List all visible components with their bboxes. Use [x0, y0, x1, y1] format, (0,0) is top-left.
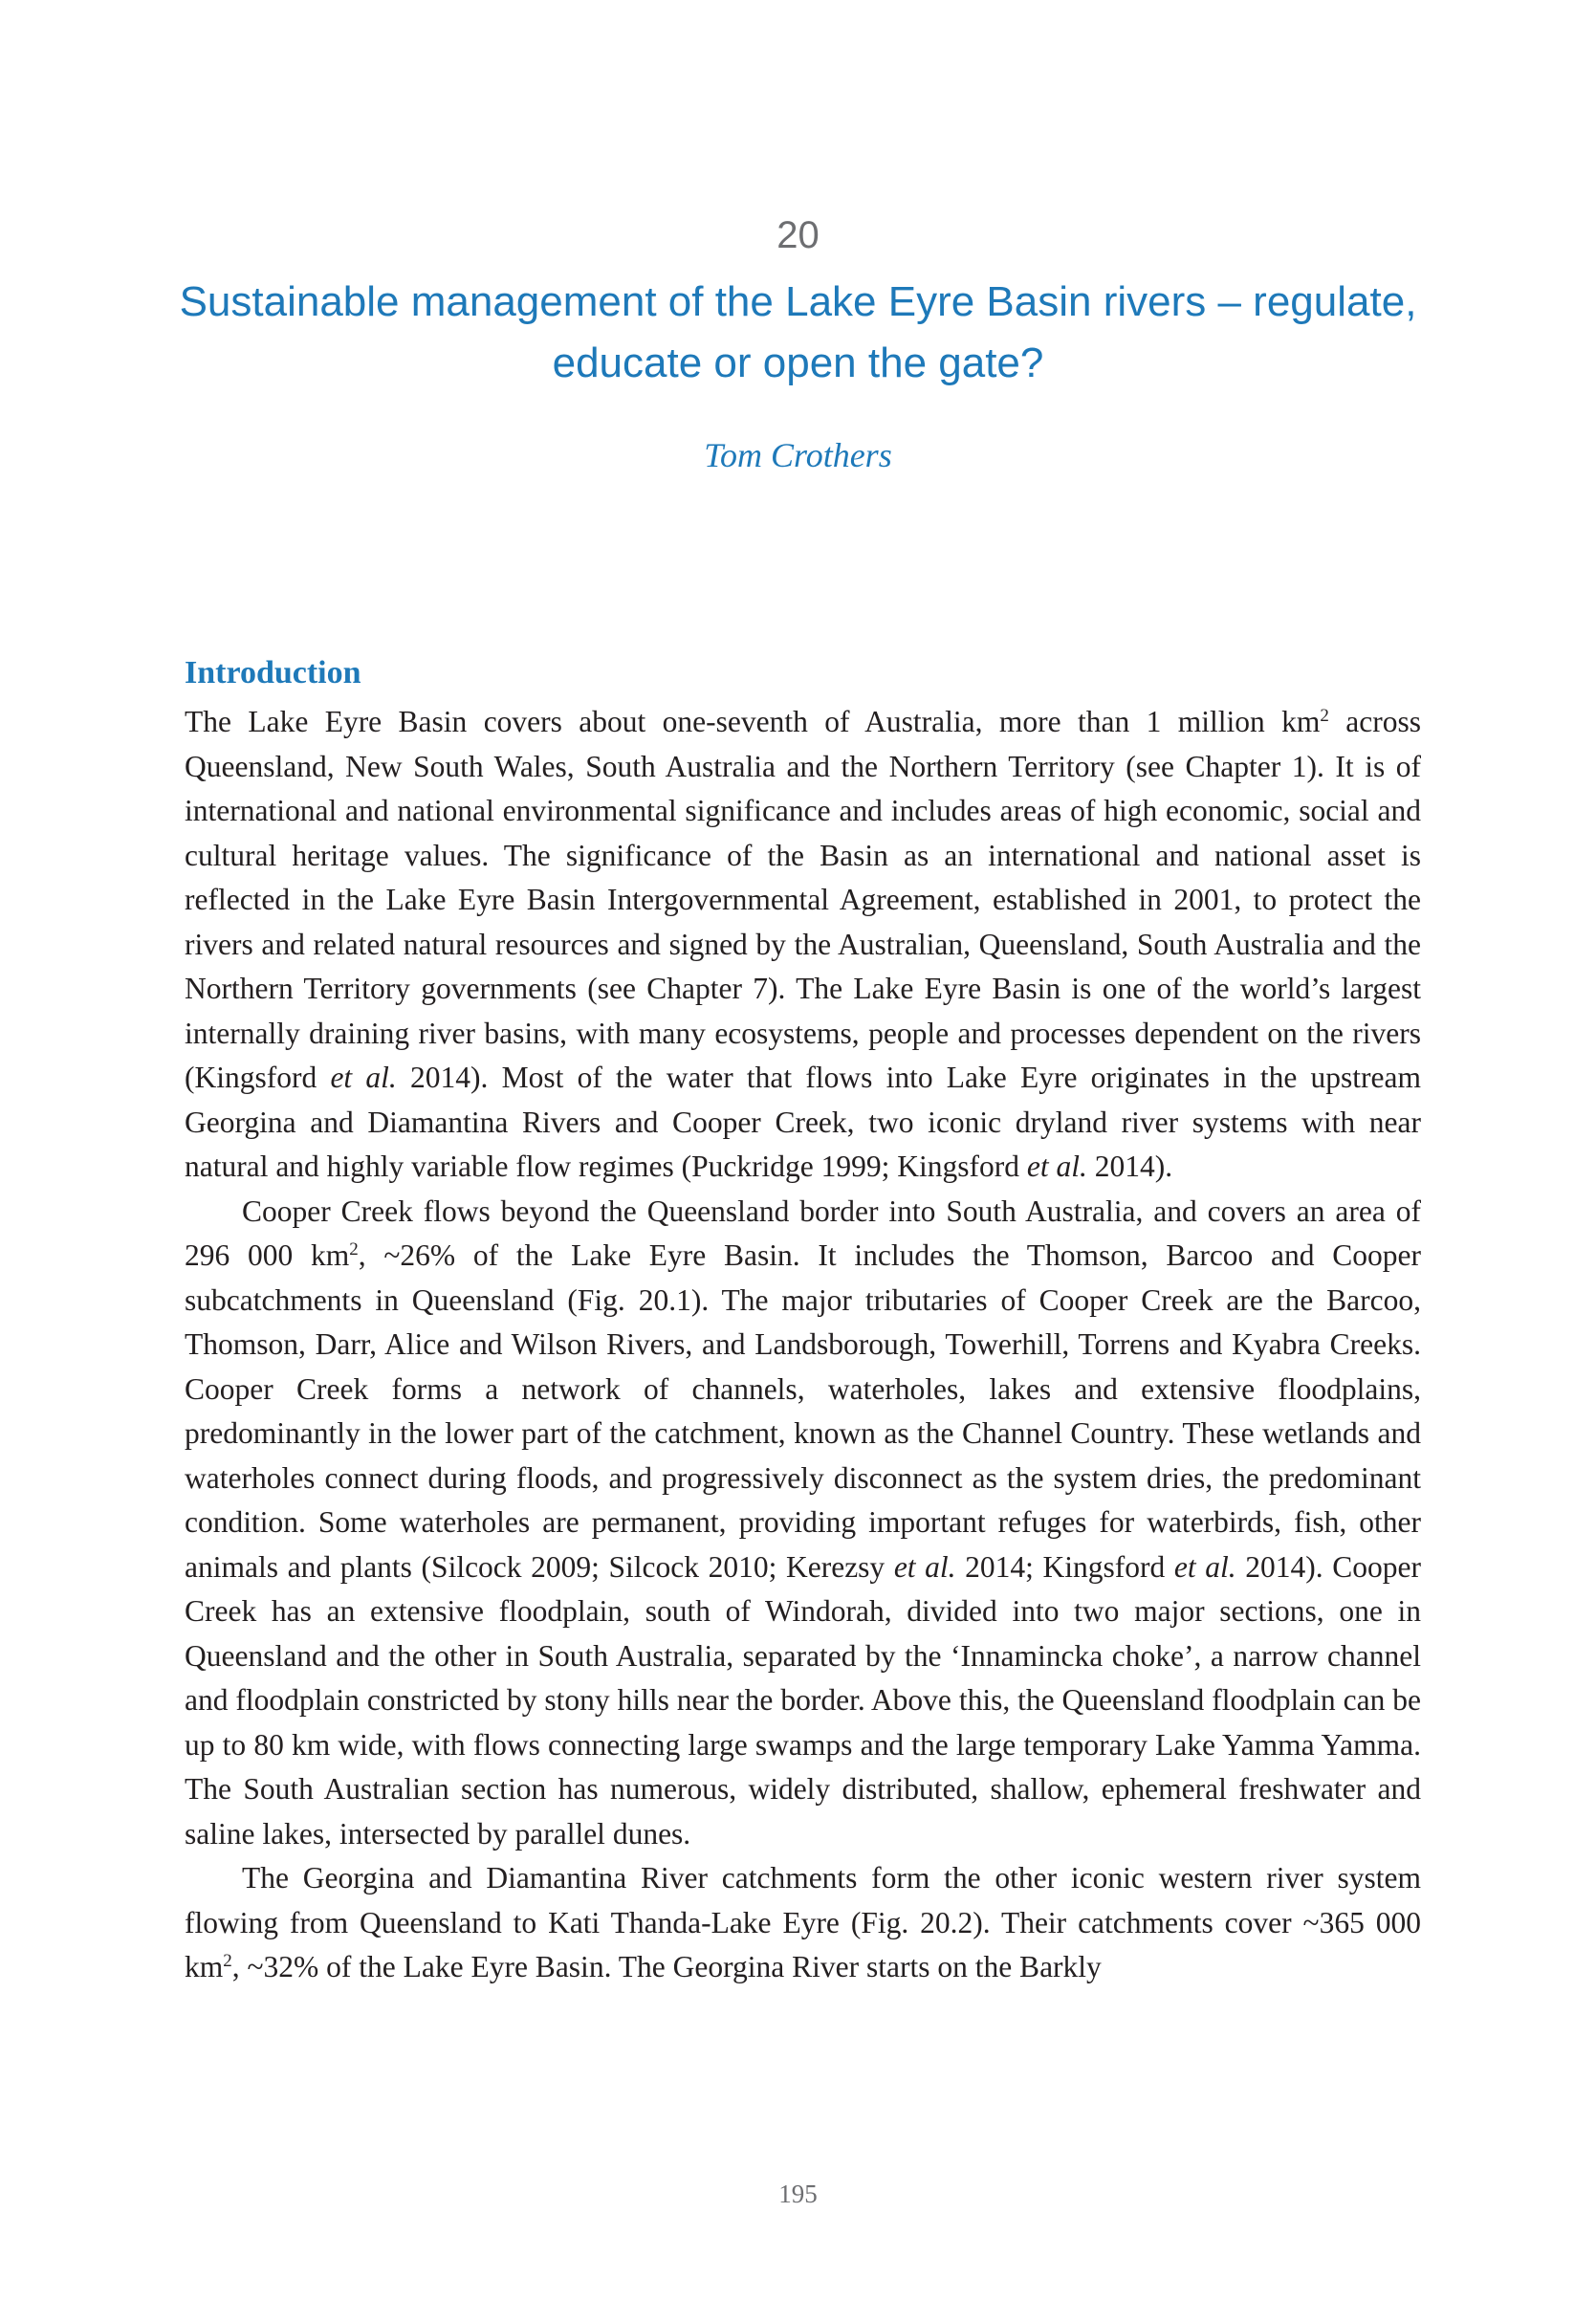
- section-heading-introduction: Introduction: [185, 655, 361, 690]
- paragraph-1-text-a: The Lake Eyre Basin covers about one-seventh of Australia, more than 1 million km: [185, 705, 1321, 738]
- paragraph-1-text-b: across Queensland, New South Wales, South Australia and the Northern Territory (see Chapter 1). It is of international and national environmental significance and includes areas of high economic, social and cultural heritage values. The significance of the Basin as an international and national asset is reflected in the Lake Eyre Basin Intergovernmental Agreement, established in 2001, to protect the rivers and related natural resources and signed by the Australian, Queensland, South Australia and the Northern Territory governments (see Chapter 7). The Lake Eyre Basin is one of the world’s largest internally draining river basins, with many ecosystems, people and processes dependent on the rivers (Kingsford: [185, 705, 1421, 1094]
- italic-et-al: et al.: [330, 1061, 397, 1094]
- paragraph-1-text-d: 2014).: [1086, 1150, 1173, 1183]
- paragraph-2-text-c: 2014; Kingsford: [955, 1549, 1174, 1584]
- superscript-squared: 2: [223, 1951, 232, 1971]
- italic-et-al: et al.: [1173, 1549, 1236, 1584]
- italic-et-al: et al.: [1026, 1150, 1087, 1183]
- superscript-squared: 2: [349, 1239, 359, 1260]
- chapter-number: 20: [776, 214, 820, 256]
- page-number: 195: [778, 2180, 818, 2208]
- paragraph-2-text-b: , ~26% of the Lake Eyre Basin. It includes the Thomson, Barcoo and Cooper subcatchments in Queensland (Fig. 20.1). The major tributaries of Cooper Creek are the Barcoo, Thomson, Darr, Alice and Wilson Rivers, and Landsborough, Towerhill, Torrens and Kyabra Creeks. Cooper Creek forms a network of channels, waterholes, lakes and extensive floodplains, predominantly in the lower part of the catchment, known as the Channel Country. These wetlands and waterholes connect during floods, and progressively disconnect as the system dries, the predominant condition. Some waterholes are permanent, providing important refuges for waterbirds, fish, other animals and plants (Silcock 2009; Silcock 2010; Kerezsy: [185, 1238, 1421, 1584]
- paragraph-3-text-b: , ~32% of the Lake Eyre Basin. The Georgina River starts on the Barkly: [231, 1950, 1102, 1983]
- superscript-squared: 2: [1320, 706, 1329, 726]
- paragraph-2: [185, 1190, 1421, 1857]
- paragraph-1: [185, 700, 1421, 1190]
- body-text: [185, 700, 1421, 1990]
- paragraph-2-text-a: Cooper Creek flows beyond the Queensland border into South Australia, and covers an area of 296 000 km: [185, 1194, 1421, 1272]
- paragraph-2-text-d: 2014). Cooper Creek has an extensive floodplain, south of Windorah, divided into two major sections, one in Queensland and the other in South Australia, separated by the ‘Innamincka choke’, a narrow channel and floodplain constricted by stony hills near the border. Above this, the Queensland floodplain can be up to 80 km wide, with flows connecting large swamps and the large temporary Lake Yamma Yamma. The South Australian section has numerous, widely distributed, shallow, ephemeral freshwater and saline lakes, intersected by parallel dunes.: [185, 1549, 1421, 1851]
- paragraph-3: [185, 1856, 1421, 1990]
- italic-et-al: et al.: [893, 1549, 956, 1584]
- paragraph-3-text-a: The Georgina and Diamantina River catchments form the other iconic western river system flowing from Queensland to Kati Thanda-Lake Eyre (Fig. 20.2). Their catchments cover ~365 000 km: [185, 1861, 1421, 1983]
- chapter-title: Sustainable management of the Lake Eyre Basin rivers – regulate, educate or open the gate?: [179, 278, 1417, 386]
- chapter-author: Tom Crothers: [704, 436, 892, 474]
- paragraph-1-text-c: 2014). Most of the water that flows into Lake Eyre originates in the upstream Georgina and Diamantina Rivers and Cooper Creek, two iconic dryland river systems with near natural and highly variable flow regimes (Puckridge 1999; Kingsford: [185, 1061, 1421, 1183]
